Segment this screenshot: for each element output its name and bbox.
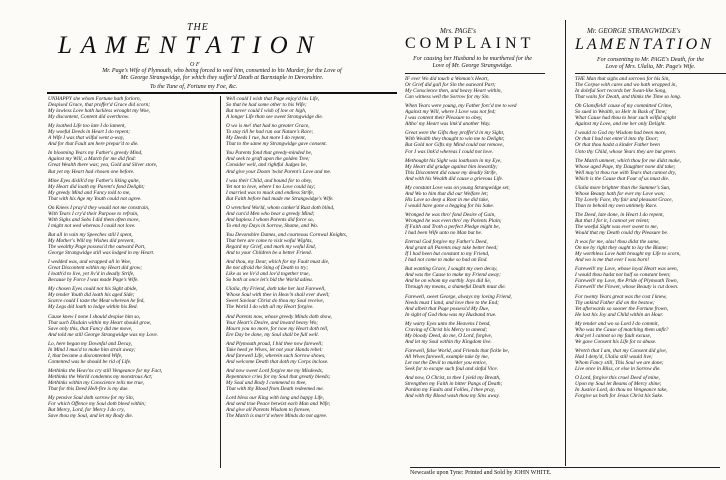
complaint-subtitle-2: Love of Mr. George Strangwidge.	[432, 63, 513, 69]
verse-line: Ere Day be done, my Soul shall be full well.	[226, 331, 319, 338]
verse-line: All Wives farewell, example take by me,	[405, 353, 489, 360]
verse-line: Live once in Bliss, or else in Sorrow die.	[575, 366, 661, 373]
strangwidge-subtitle-2: Love of Mrs. Ulalia, Mr. Page's Wife.	[605, 64, 696, 70]
verse-line: I wedded was, and wrapped all in Woe,	[48, 259, 132, 266]
verse-line: And give your Doom 'twixt Parent's Love and me.	[226, 168, 332, 175]
verse-line: For I was link'd whereas I could not love.	[405, 148, 494, 155]
verse-line: My woeful Deeds in Heart I do repent;	[48, 129, 131, 136]
verse-line: I would have gone a begging for his Sake.	[405, 202, 495, 209]
verse-line: Methinks the World condemns my monstrous Act;	[48, 373, 153, 380]
verse-line: Wronged he was even thro' my Parents Plain;	[405, 217, 502, 224]
verse-line: Save thou my Soul, and let my Body die.	[48, 413, 134, 420]
verse-line: Needs must I land, and love thee to the End;	[405, 299, 499, 306]
verse-line: But wanting Grace, I sought my own decay,	[405, 266, 498, 273]
verse-line: A longer Life than see sweet Strangwidge die.	[226, 114, 324, 121]
verse-line: And thou, my Dear, which for my Fault must die,	[226, 259, 330, 266]
verse-line: If Faith and Troth a perfect Pledge might be,	[405, 224, 500, 231]
verse-line: But Gold nor Gifts my Mind could not remove,	[405, 142, 504, 149]
verse-line: UNHAPPY she whom Fortune hath forlorn,	[48, 96, 141, 102]
subtitle-line-1: Mr. Page's Wife of Plymouth, who being forced to wed him, consented to his Murder, for the Love of	[102, 68, 342, 74]
verse-line: But Mercy, Lord, for Mercy I do cry,	[48, 407, 125, 414]
verse-line: My lawless Love hath luckless wrought my Woe,	[48, 108, 151, 115]
verse-line: Regard my Grief, and mark my woful End,	[226, 244, 316, 251]
verse-line: And with thy Blood wash thou my Sins away.	[405, 393, 500, 400]
lamentation-title: LAMENTATION	[58, 32, 323, 59]
verse-line: Against my Love, and me her only Delight.	[575, 121, 666, 128]
verse-line: Had I deny'd, Ulalia still would live;	[575, 353, 653, 360]
verse-line: But all in vain my Speeches still I spent,	[48, 231, 133, 238]
verse-line: On me by right they ought to lay the Blame;	[575, 245, 669, 252]
verse-line: Be not afraid the Sting of Death to try;	[226, 265, 309, 272]
verse-line: Wronged he was thro' fond Desire of Gain,	[405, 211, 496, 218]
verse-line: Farewell! the Flower, whose Beauty is cut down.	[575, 284, 679, 291]
verse-line: My chosen Eyes could not his Sight abide,	[48, 286, 138, 293]
verse-line: You Devonshire Dames, and courteous Cornwal Knights,	[226, 231, 348, 238]
verse-line: And welcome Death that doth my Corps inclose.	[226, 358, 329, 365]
verse-line: Sweet Saviour Christ do thou my Soul receive,	[226, 298, 325, 305]
verse-line: THE Man that sighs and sorrows for his Sin,	[575, 76, 670, 82]
tune-line: To the Tune of, Fortune my Foe, &c.	[150, 84, 238, 90]
complaint-rule	[405, 73, 545, 74]
verse-line: In blooming Years my Father's greedy Mind,	[48, 150, 143, 157]
verse-line: What Cause had thou to bear such wilful spight	[575, 115, 676, 122]
verse-line: A Wife I was that wilful went a-way,	[48, 135, 125, 142]
verse-line: In Mind I mus'd to make him strait away;	[48, 346, 136, 353]
verse-line: But yet my Heart had chosen one before.	[48, 168, 135, 175]
verse-line: Yet afterwards so sooner the Fortune frown,	[575, 305, 669, 312]
verse-line: Forgive us both for Jesus Christ his Sake.	[575, 393, 664, 400]
verse-line: That such Disdain within my Heart should grow,	[48, 319, 151, 326]
subtitle-line-2: Mr. George Strangwidge, for which they suffer'd Death at Barnstaple in Devonshire.	[120, 75, 324, 81]
verse-line: Who was the Cause of matching them unfit?	[575, 326, 669, 333]
verse-line: Take heed ye Wives, let not your Hands rebel:	[226, 346, 323, 353]
verse-line: My constant Love was on young Strangwidge set,	[405, 184, 510, 191]
section-divider	[565, 20, 566, 466]
strangwidge-rule	[575, 73, 726, 74]
verse-line: My Deeds I rue, but more I do repent,	[226, 135, 306, 142]
verse-line: Farewell, sweet George, always my loving Friend,	[405, 293, 512, 300]
verse-line: My tender Youth did loath his aged Side;	[48, 292, 135, 299]
verse-line: My discontent, Content did overthrow.	[48, 114, 130, 121]
verse-line: And farewell Life, wherein such Sorrow shows,	[226, 352, 326, 359]
verse-line: Like as we liv'd and lov'd together true,	[226, 271, 310, 278]
verse-line: And Wo to him that did our Welfare let;	[405, 190, 489, 197]
verse-line: Yet not to love, where I no Love could lay;	[226, 183, 316, 190]
verse-line: Let not the Devil to murder you entice,	[405, 359, 487, 366]
verse-line: In doleful Sort records her Swan-like Song,	[575, 88, 667, 95]
verse-line: Whom Fancy still, This Soul we are done;	[575, 359, 664, 366]
strangwidge-verses	[575, 76, 726, 466]
verse-line: When Years were young, my Father forc'd me to wed	[405, 103, 517, 110]
verse-line: And hapless I whom Parents did force so,	[226, 216, 314, 223]
verse-line: O Lord, forgive this cruel Deed of mine,	[575, 375, 660, 382]
verse-line: I was content their Pleasure to obey,	[405, 115, 483, 122]
verse-line: Consider well, and rightful Judges be,	[226, 162, 308, 169]
verse-line: Whose Soul with thee in Heav'n shall ever dwell;	[226, 292, 330, 299]
verse-line: That with thy Blood from Death redeemed me.	[226, 386, 324, 393]
verse-line: Eternal God forgive my Father's Deed,	[405, 239, 488, 246]
verse-line: Methought his Sight was loathsom in my Eye,	[405, 157, 502, 164]
verse-line: On Knees I pray'd they would not me constrain,	[48, 204, 150, 211]
verse-line: Because by Force I was made Page's Wife.	[48, 277, 139, 284]
verse-line: Despised Grace, that proffer'd Grace did scorn;	[48, 102, 151, 109]
verse-line: Or that thou hadst a kinder Father been	[575, 142, 660, 149]
small-title-the: THE	[187, 22, 209, 33]
verse-line: My bloody Deed, do me, O Lord, forgive,	[405, 332, 493, 339]
verse-line: We gave Consent his Life for to abuse.	[575, 338, 657, 345]
verse-line: For which Offence my Soul doth bleed within;	[48, 401, 146, 408]
verse-line: So both at once let's bid the World adieu.	[226, 277, 314, 284]
verse-line: Seek for to escape such foul and sinful Vice.	[405, 366, 499, 373]
verse-line: Mourn you no more, for now my Heart doth tell,	[226, 325, 329, 332]
strangwidge-small-title: Mr. GEORGE STRANGWIDGE's	[587, 27, 681, 35]
verse-line: O wo is me! that had no greater Grace,	[226, 123, 310, 130]
verse-line: The Match is marr'd where Minds do not agree.	[226, 413, 328, 420]
verse-line: Thy unkind Father did on the bestow;	[575, 299, 655, 306]
verse-line: Unto thy Child, whose Years they are but green.	[575, 148, 677, 155]
verse-line: That waits for Death, and thinks the Time so long.	[575, 94, 682, 101]
verse-line: That for this Deed Hell-fire is my due.	[48, 386, 129, 393]
verse-line: It was for me, alas! thou didst the same,	[575, 239, 660, 246]
verse-line: And wo is me that ever I was born!	[575, 257, 650, 264]
verse-line: And send true Peace betwixt each Man and Wife;	[226, 401, 331, 408]
verse-line: Scarce could I taste the Meat whereon he fed,	[48, 298, 145, 305]
verse-line: But that I for it, I cannot yet relent;	[575, 217, 650, 224]
verse-line: I married was to muck and endless Strife,	[226, 189, 314, 196]
verse-line: So that he had some other to his Wife;	[226, 102, 307, 109]
verse-line: Ulalia more brighter than the Summer's Sun,	[575, 184, 671, 191]
verse-line: Lo, here began my Downfal and Decay,	[48, 340, 132, 347]
verse-line: And seek to graft upon the golden Tree;	[226, 156, 310, 163]
verse-line: O wretched World, whom canker'd Rust doth blind,	[226, 204, 335, 211]
complaint-title: COMPLAINT	[405, 35, 535, 52]
verse-line: I, that became a discontented Wife,	[48, 352, 123, 359]
verse-line: And give all Parents Wisdom to foresee,	[226, 407, 311, 414]
verse-line: The Match unmeet, which thou for me didst make,	[575, 157, 681, 164]
verse-line: If I had been but constant to my Friend,	[405, 251, 490, 258]
verse-line: My Heart did loath my Parent's fond Delight;	[48, 183, 145, 190]
verse-line: Would that my Death could thy Pleasure be.	[575, 230, 669, 237]
strangwidge-title: LAMENTATION	[575, 36, 714, 53]
verse-line: Cause knew I none I should despise him so,	[48, 313, 141, 320]
verse-line: Through my means, a shameful Death must die.	[405, 284, 506, 291]
verse-line: Against my Will, a Match for me did find:	[48, 156, 137, 163]
verse-line: This Discontent did cause my deadly Strife,	[405, 169, 497, 176]
verse-line: Great were the Gifts they proffer'd in my Sight,	[405, 130, 505, 137]
verse-line: Upon my Soul let Beams of Mercy shine;	[575, 381, 662, 388]
verse-line: And to your Children be a better Friend.	[226, 250, 313, 257]
verse-line: That with his Age my Youth could not agree.	[48, 195, 142, 202]
verse-line: Craving of Christ his Mercy to amend;	[405, 326, 488, 333]
verse-line: Can witness well the Sorrow for my Sin.	[405, 94, 490, 101]
verse-line: And now sweet Lord forgive me my Misdeeds,	[226, 367, 323, 374]
verse-line: My Mother's Will my Wishes did prevent,	[48, 237, 135, 244]
verse-line: IF ever Wo did touch a Woman's Heart,	[405, 76, 489, 82]
verse-line: Contented was he should be rid of Life.	[48, 358, 132, 365]
verse-line: To stay till he had run out Nature's Race;	[226, 129, 314, 136]
verse-line: Farewell, false World, and Friends that fickle be,	[405, 347, 510, 354]
verse-line: The Deed, late done, in Heart I do repent,	[575, 211, 664, 218]
verse-line: Which is the Cause that Four of us must die.	[575, 175, 670, 182]
verse-line: And for that Fault am here prepar'd to die.	[48, 141, 139, 148]
verse-line: Against my Will, where I Love was not fed;	[405, 109, 496, 116]
verse-line: Farewell! my Love, the Pride of Plymouth Town,	[575, 278, 679, 285]
verse-line: Than to behold my own untimely Race.	[575, 202, 658, 209]
column-divider	[220, 96, 221, 468]
verse-line: And Plymouth proud, I bid thee now farewell;	[226, 340, 323, 347]
complaint-subtitle-1: For causing her Husband to be murthered for the	[413, 56, 532, 62]
verse-line: My watry Eyes unto the Heavens I bend,	[405, 320, 491, 327]
title-of: O F	[190, 62, 200, 68]
verse-line: Lord bless our King with long and happy Life,	[226, 395, 324, 402]
verse-line: My pensive Soul doth sorrow for my Sin,	[48, 395, 135, 402]
verse-line: Well could I wish that Page enjoy'd his Life,	[226, 96, 320, 102]
verse-line: My worthless Love hath brought my Life to scorn,	[575, 251, 681, 258]
verse-line: You Parents fond that greedy-minded be,	[226, 150, 313, 157]
verse-line: Altho' my Heart was link'd another Way.	[405, 121, 491, 128]
verse-line: And told me still George Strangwidge was my Love.	[48, 331, 158, 338]
header-rule	[47, 92, 397, 94]
verse-line: In sight of God thou was my Husband true.	[405, 311, 497, 318]
verse-line: And grant all Parents may take better heed;	[405, 245, 498, 252]
verse-line: My Conscience then, and heavy Heart within,	[405, 88, 502, 95]
verse-line: Repentance cries for my Soul that greatly bleeds;	[226, 373, 331, 380]
complaint-section	[405, 0, 545, 480]
verse-line: But Faith before had made me Strangwidge's Wife.	[226, 195, 334, 202]
complaint-verses	[405, 76, 545, 466]
verse-line: Oh Glansfield! cause of my committed Crime,	[575, 103, 673, 110]
verse-line: And yet I cannot so my fault excuse,	[575, 332, 652, 339]
verse-line: Methinks the Heav'ns cry still Vengeance for my Fact,	[48, 367, 163, 374]
verse-line: Thy Lovely Face, thy fair and pleasant Grace,	[575, 196, 673, 203]
verse-column-2	[226, 96, 398, 468]
verse-line: And Parents now, whose greedy Minds doth show,	[226, 313, 332, 320]
verse-line: I had not come to make so bad an End.	[405, 257, 488, 264]
verse-line: So sued in Wealth, so Heir in Bask of Time;	[575, 109, 667, 116]
verse-line: Wretch that I am, that my Consent did give,	[575, 347, 667, 354]
verse-line: And was the Cause to make my Friend away;	[405, 272, 501, 279]
strangwidge-subtitle-1: For consenting to Mr. PAGE's Death, for the	[597, 57, 704, 63]
verse-line: Or Grief did gall for Sin the outward Part;	[405, 82, 496, 89]
verse-line: I loath'd to live, yet liv'd in deadly Strife,	[48, 271, 135, 278]
verse-line: That here are come to visit woful Wights,	[226, 237, 313, 244]
strangwidge-section	[575, 0, 726, 480]
verse-line: My Heart did grudge against him inwardly;	[405, 163, 498, 170]
verse-line: The Corpse with cares and wo hath wrapped in,	[575, 82, 677, 89]
verse-line: Or that I had not enter'd into thy Door;	[575, 136, 659, 143]
verse-line: I was their Child, and bound for to obey,	[226, 177, 313, 184]
verse-line: Great Discontent within my Heart did grow;	[48, 265, 143, 272]
imprint-rule	[410, 467, 720, 468]
verse-line: And now, O Christ, to thee I yield my Breath,	[405, 375, 501, 382]
verse-line: Your Heart's Desire, and inward heavy Wo;	[226, 319, 319, 326]
verse-line: And he on whom my earthly Joys did lie,	[405, 278, 492, 285]
verse-line: Mine Eyes dislik'd my Father's liking quite,	[48, 177, 140, 184]
verse-line: Farewell! my Love, whose loyal Heart was seen,	[575, 266, 678, 273]
verse-line: To end my Days in Sorrow, Shame, and Wo.	[226, 222, 319, 229]
verse-line: That to the same my Strangwidge gave consent.	[226, 141, 327, 148]
verse-line: My Legs did loath to lodge within his Bed.	[48, 304, 138, 311]
verse-column-1	[48, 96, 218, 468]
verse-line: The wealthy Page possess'd the outward Part,	[48, 244, 146, 251]
verse-line: With Tears I cry'd their Purpose to refrain,	[48, 210, 139, 217]
verse-line: My Soul and Body I commend to thee,	[226, 379, 307, 386]
verse-line: In Justice Lord, do thou no Vengeance take,	[575, 387, 668, 394]
verse-line: And with his Wealth did cause a grievous Life.	[405, 175, 504, 182]
verse-line: Ulalia, thy Friend, doth take her last Farewell,	[226, 286, 326, 293]
verse-line: My tender and wo so Lord I do commit,	[575, 320, 659, 327]
verse-line: Whose aged Page, thy Daughter none did take;	[575, 163, 676, 170]
verse-line: With Wealth they thought to win me to Delight;	[405, 136, 505, 143]
verse-line: Whose Beauty hath for ever my Love won;	[575, 190, 665, 197]
verse-line: George Strangwidge still was lodged in my Heart.	[48, 250, 155, 257]
verse-line: Strengthen my Faith in bitter Pangs of Death;	[405, 381, 503, 388]
verse-line: And curs'd Men who bear a greedy Mind;	[226, 210, 315, 217]
verse-line: But never could I wish of low or high,	[226, 108, 307, 115]
verse-line: I might not wed whereas I could not love.	[48, 222, 136, 229]
verse-line: Well may'st thou rue with Tears that cannot dry,	[575, 169, 677, 176]
verse-line: I had been Wife unto no Man but he.	[405, 230, 483, 237]
verse-line: I would thou hadst not half so constant been;	[575, 272, 671, 279]
verse-line: The woeful Sight was ever sweet to me,	[575, 224, 658, 231]
verse-line: Pardon my Faults and Follies, I thee pray,	[405, 387, 495, 394]
complaint-small-title: Mrs. PAGE's	[440, 27, 476, 35]
verse-line: The World I do with all my Heart forgive.	[226, 304, 314, 311]
verse-line: His Love so deep a Root in me did take,	[405, 196, 490, 203]
verse-line: I would to God my Wisdom had been more,	[575, 130, 667, 137]
verse-line: And albeit that Page possess'd My Due,	[405, 305, 490, 312]
verse-line: For twenty Years great was the cost I knew,	[575, 293, 667, 300]
verse-line: Great Wealth there was; yea, Gold and Silver store,	[48, 162, 158, 169]
verse-line: My loathed Life too late I do lament,	[48, 123, 126, 130]
verse-line: With Sighs and Sobs I did them often move,	[48, 216, 140, 223]
verse-line: Save only this, that Fancy did me move,	[48, 325, 133, 332]
verse-line: Methinks within my Conscience tells me true,	[48, 379, 145, 386]
verse-line: He lost his Joy and Child within an Hour.	[575, 311, 664, 318]
imprint: Newcastle upon Tyne: Printed and Sold by JOHN WHITE.	[410, 470, 552, 476]
verse-line: My greedy Mind and Fancy told to me,	[48, 189, 131, 196]
verse-line: And let my Soul within thy Kingdom live.	[405, 338, 492, 345]
